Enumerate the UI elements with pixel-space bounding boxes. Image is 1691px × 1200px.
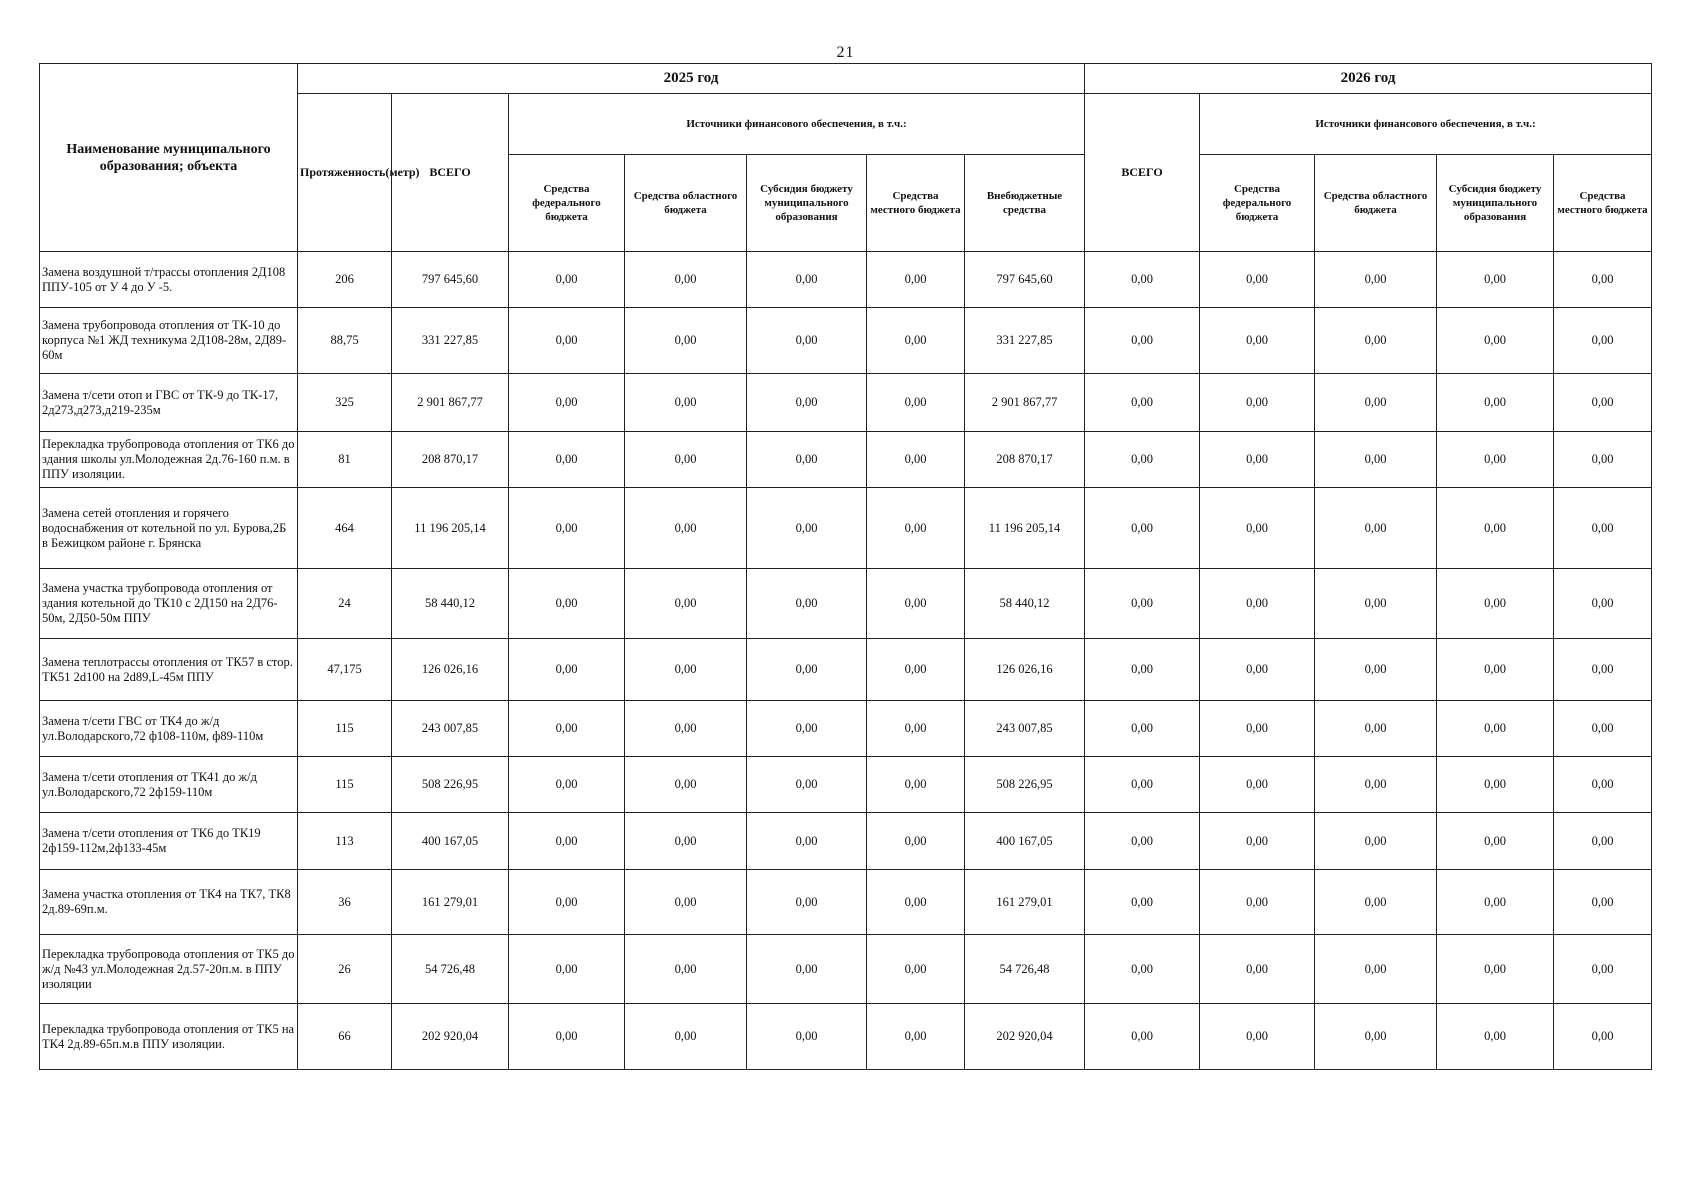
local-2026-cell: 0,00 — [1554, 569, 1652, 639]
subsidy-2026-cell: 0,00 — [1437, 813, 1554, 870]
regional-2026-cell: 0,00 — [1315, 308, 1437, 374]
total-2026-cell: 0,00 — [1085, 569, 1200, 639]
header-total-2025: ВСЕГО — [392, 94, 509, 252]
length-cell: 115 — [298, 701, 392, 757]
regional-2026-cell: 0,00 — [1315, 870, 1437, 935]
object-name-cell: Замена участка трубопровода отопления от здания котельной до ТК10 с 2Д150 на 2Д76-50м, 2Д50-50м ППУ — [40, 569, 298, 639]
regional-2026-cell: 0,00 — [1315, 432, 1437, 488]
total-2025-cell: 11 196 205,14 — [392, 488, 509, 569]
total-2026-cell: 0,00 — [1085, 639, 1200, 701]
federal-2026-cell: 0,00 — [1200, 701, 1315, 757]
regional-2026-cell: 0,00 — [1315, 1004, 1437, 1070]
subsidy-2026-cell: 0,00 — [1437, 870, 1554, 935]
local-2026-cell: 0,00 — [1554, 813, 1652, 870]
object-name-cell: Перекладка трубопровода отопления от ТК6 до здания школы ул.Молодежная 2д.76-160 п.м. в ППУ изоляции. — [40, 432, 298, 488]
object-name-cell: Замена т/сети отопления от ТК6 до ТК19 2ф159-112м,2ф133-45м — [40, 813, 298, 870]
object-name-cell: Замена воздушной т/трассы отопления 2Д108 ППУ-105 от У 4 до У -5. — [40, 252, 298, 308]
local-2025-cell: 0,00 — [867, 308, 965, 374]
object-name-cell: Замена теплотрассы отопления от ТК57 в стор. ТК51 2d100 на 2d89,L-45м ППУ — [40, 639, 298, 701]
local-2025-cell: 0,00 — [867, 813, 965, 870]
local-2026-cell: 0,00 — [1554, 252, 1652, 308]
header-length-column: Протяженность(метр) — [298, 94, 392, 252]
subsidy-2025-cell: 0,00 — [747, 639, 867, 701]
header-sources-2026: Источники финансового обеспечения, в т.ч.: — [1200, 94, 1652, 155]
total-2025-cell: 58 440,12 — [392, 569, 509, 639]
regional-2025-cell: 0,00 — [625, 1004, 747, 1070]
federal-2026-cell: 0,00 — [1200, 1004, 1315, 1070]
regional-2025-cell: 0,00 — [625, 935, 747, 1004]
extrabudget-2025-cell: 400 167,05 — [965, 813, 1085, 870]
length-cell: 113 — [298, 813, 392, 870]
header-federal-2025: Средства федерального бюджета — [509, 155, 625, 252]
federal-2026-cell: 0,00 — [1200, 569, 1315, 639]
regional-2025-cell: 0,00 — [625, 374, 747, 432]
local-2026-cell: 0,00 — [1554, 701, 1652, 757]
length-cell: 325 — [298, 374, 392, 432]
local-2026-cell: 0,00 — [1554, 374, 1652, 432]
regional-2026-cell: 0,00 — [1315, 569, 1437, 639]
extrabudget-2025-cell: 202 920,04 — [965, 1004, 1085, 1070]
header-local-2026: Средства местного бюджета — [1554, 155, 1652, 252]
header-subsidy-2025: Субсидия бюджету муниципального образования — [747, 155, 867, 252]
total-2025-cell: 331 227,85 — [392, 308, 509, 374]
regional-2026-cell: 0,00 — [1315, 374, 1437, 432]
subsidy-2025-cell: 0,00 — [747, 870, 867, 935]
subsidy-2025-cell: 0,00 — [747, 569, 867, 639]
table-body — [40, 252, 1652, 1070]
length-cell: 66 — [298, 1004, 392, 1070]
header-extrabudget-2025: Внебюджетные средства — [965, 155, 1085, 252]
total-2026-cell: 0,00 — [1085, 488, 1200, 569]
total-2026-cell: 0,00 — [1085, 870, 1200, 935]
header-sources-2025: Источники финансового обеспечения, в т.ч.: — [509, 94, 1085, 155]
local-2025-cell: 0,00 — [867, 870, 965, 935]
federal-2025-cell: 0,00 — [509, 252, 625, 308]
subsidy-2026-cell: 0,00 — [1437, 701, 1554, 757]
total-2025-cell: 54 726,48 — [392, 935, 509, 1004]
regional-2026-cell: 0,00 — [1315, 813, 1437, 870]
regional-2025-cell: 0,00 — [625, 757, 747, 813]
federal-2025-cell: 0,00 — [509, 374, 625, 432]
regional-2025-cell: 0,00 — [625, 701, 747, 757]
extrabudget-2025-cell: 58 440,12 — [965, 569, 1085, 639]
subsidy-2026-cell: 0,00 — [1437, 374, 1554, 432]
header-year-2025: 2025 год — [298, 64, 1085, 94]
regional-2026-cell: 0,00 — [1315, 252, 1437, 308]
subsidy-2026-cell: 0,00 — [1437, 935, 1554, 1004]
subsidy-2026-cell: 0,00 — [1437, 308, 1554, 374]
table-row — [40, 308, 1652, 374]
regional-2025-cell: 0,00 — [625, 432, 747, 488]
local-2026-cell: 0,00 — [1554, 308, 1652, 374]
federal-2025-cell: 0,00 — [509, 935, 625, 1004]
total-2026-cell: 0,00 — [1085, 701, 1200, 757]
local-2025-cell: 0,00 — [867, 1004, 965, 1070]
federal-2025-cell: 0,00 — [509, 569, 625, 639]
regional-2025-cell: 0,00 — [625, 813, 747, 870]
length-cell: 464 — [298, 488, 392, 569]
subsidy-2025-cell: 0,00 — [747, 488, 867, 569]
subsidy-2026-cell: 0,00 — [1437, 639, 1554, 701]
federal-2026-cell: 0,00 — [1200, 935, 1315, 1004]
total-2026-cell: 0,00 — [1085, 252, 1200, 308]
length-cell: 88,75 — [298, 308, 392, 374]
federal-2026-cell: 0,00 — [1200, 308, 1315, 374]
local-2025-cell: 0,00 — [867, 935, 965, 1004]
table-row — [40, 701, 1652, 757]
table-row — [40, 870, 1652, 935]
total-2025-cell: 243 007,85 — [392, 701, 509, 757]
object-name-cell: Перекладка трубопровода отопления от ТК5 на ТК4 2д.89-65п.м.в ППУ изоляции. — [40, 1004, 298, 1070]
federal-2026-cell: 0,00 — [1200, 374, 1315, 432]
length-cell: 24 — [298, 569, 392, 639]
total-2026-cell: 0,00 — [1085, 308, 1200, 374]
subsidy-2025-cell: 0,00 — [747, 432, 867, 488]
total-2026-cell: 0,00 — [1085, 935, 1200, 1004]
extrabudget-2025-cell: 2 901 867,77 — [965, 374, 1085, 432]
table-row — [40, 639, 1652, 701]
local-2026-cell: 0,00 — [1554, 432, 1652, 488]
total-2025-cell: 797 645,60 — [392, 252, 509, 308]
federal-2025-cell: 0,00 — [509, 1004, 625, 1070]
regional-2026-cell: 0,00 — [1315, 639, 1437, 701]
federal-2025-cell: 0,00 — [509, 813, 625, 870]
subsidy-2026-cell: 0,00 — [1437, 757, 1554, 813]
federal-2026-cell: 0,00 — [1200, 757, 1315, 813]
length-cell: 115 — [298, 757, 392, 813]
object-name-cell: Замена сетей отопления и горячего водоснабжения от котельной по ул. Бурова,2Б в Бежицком районе г. Брянска — [40, 488, 298, 569]
extrabudget-2025-cell: 161 279,01 — [965, 870, 1085, 935]
subsidy-2026-cell: 0,00 — [1437, 432, 1554, 488]
header-regional-2026: Средства областного бюджета — [1315, 155, 1437, 252]
local-2025-cell: 0,00 — [867, 757, 965, 813]
extrabudget-2025-cell: 11 196 205,14 — [965, 488, 1085, 569]
local-2025-cell: 0,00 — [867, 639, 965, 701]
total-2026-cell: 0,00 — [1085, 1004, 1200, 1070]
header-year-2026: 2026 год — [1085, 64, 1652, 94]
length-cell: 206 — [298, 252, 392, 308]
local-2026-cell: 0,00 — [1554, 488, 1652, 569]
subsidy-2026-cell: 0,00 — [1437, 488, 1554, 569]
total-2026-cell: 0,00 — [1085, 432, 1200, 488]
extrabudget-2025-cell: 208 870,17 — [965, 432, 1085, 488]
table-row — [40, 935, 1652, 1004]
header-subsidy-2026: Субсидия бюджету муниципального образования — [1437, 155, 1554, 252]
object-name-cell: Замена трубопровода отопления от ТК-10 до корпуса №1 ЖД техникума 2Д108-28м, 2Д89-60м — [40, 308, 298, 374]
local-2025-cell: 0,00 — [867, 432, 965, 488]
federal-2026-cell: 0,00 — [1200, 870, 1315, 935]
length-cell: 36 — [298, 870, 392, 935]
header-total-2026: ВСЕГО — [1085, 94, 1200, 252]
subsidy-2026-cell: 0,00 — [1437, 1004, 1554, 1070]
subsidy-2025-cell: 0,00 — [747, 374, 867, 432]
object-name-cell: Замена т/сети ГВС от ТК4 до ж/д ул.Володарского,72 ф108-110м, ф89-110м — [40, 701, 298, 757]
local-2026-cell: 0,00 — [1554, 935, 1652, 1004]
subsidy-2026-cell: 0,00 — [1437, 569, 1554, 639]
subsidy-2025-cell: 0,00 — [747, 935, 867, 1004]
federal-2026-cell: 0,00 — [1200, 813, 1315, 870]
table-row — [40, 1004, 1652, 1070]
total-2025-cell: 400 167,05 — [392, 813, 509, 870]
table-row — [40, 813, 1652, 870]
budget-table — [39, 63, 1652, 1070]
subsidy-2025-cell: 0,00 — [747, 757, 867, 813]
subsidy-2025-cell: 0,00 — [747, 308, 867, 374]
regional-2025-cell: 0,00 — [625, 308, 747, 374]
table-row — [40, 569, 1652, 639]
local-2025-cell: 0,00 — [867, 701, 965, 757]
federal-2025-cell: 0,00 — [509, 870, 625, 935]
local-2025-cell: 0,00 — [867, 252, 965, 308]
local-2026-cell: 0,00 — [1554, 639, 1652, 701]
extrabudget-2025-cell: 126 026,16 — [965, 639, 1085, 701]
regional-2025-cell: 0,00 — [625, 252, 747, 308]
table-row — [40, 432, 1652, 488]
header-federal-2026: Средства федерального бюджета — [1200, 155, 1315, 252]
regional-2026-cell: 0,00 — [1315, 757, 1437, 813]
federal-2026-cell: 0,00 — [1200, 252, 1315, 308]
local-2025-cell: 0,00 — [867, 488, 965, 569]
federal-2025-cell: 0,00 — [509, 432, 625, 488]
regional-2025-cell: 0,00 — [625, 870, 747, 935]
federal-2026-cell: 0,00 — [1200, 432, 1315, 488]
object-name-cell: Замена т/сети отоп и ГВС от ТК-9 до ТК-17, 2д273,д273,д219-235м — [40, 374, 298, 432]
object-name-cell: Замена участка отопления от ТК4 на ТК7, ТК8 2д.89-69п.м. — [40, 870, 298, 935]
federal-2025-cell: 0,00 — [509, 757, 625, 813]
federal-2025-cell: 0,00 — [509, 488, 625, 569]
subsidy-2025-cell: 0,00 — [747, 1004, 867, 1070]
federal-2026-cell: 0,00 — [1200, 488, 1315, 569]
length-cell: 26 — [298, 935, 392, 1004]
total-2025-cell: 208 870,17 — [392, 432, 509, 488]
regional-2026-cell: 0,00 — [1315, 935, 1437, 1004]
federal-2025-cell: 0,00 — [509, 308, 625, 374]
subsidy-2025-cell: 0,00 — [747, 813, 867, 870]
total-2026-cell: 0,00 — [1085, 374, 1200, 432]
federal-2025-cell: 0,00 — [509, 639, 625, 701]
length-cell: 81 — [298, 432, 392, 488]
extrabudget-2025-cell: 508 226,95 — [965, 757, 1085, 813]
page-number: 21 — [836, 44, 855, 61]
length-cell: 47,175 — [298, 639, 392, 701]
federal-2026-cell: 0,00 — [1200, 639, 1315, 701]
total-2025-cell: 161 279,01 — [392, 870, 509, 935]
total-2025-cell: 508 226,95 — [392, 757, 509, 813]
total-2026-cell: 0,00 — [1085, 813, 1200, 870]
extrabudget-2025-cell: 243 007,85 — [965, 701, 1085, 757]
local-2026-cell: 0,00 — [1554, 757, 1652, 813]
header-local-2025: Средства местного бюджета — [867, 155, 965, 252]
header-regional-2025: Средства областного бюджета — [625, 155, 747, 252]
local-2025-cell: 0,00 — [867, 374, 965, 432]
federal-2025-cell: 0,00 — [509, 701, 625, 757]
regional-2025-cell: 0,00 — [625, 639, 747, 701]
object-name-cell: Перекладка трубопровода отопления от ТК5 до ж/д №43 ул.Молодежная 2д.57-20п.м. в ППУ изоляции — [40, 935, 298, 1004]
regional-2026-cell: 0,00 — [1315, 488, 1437, 569]
total-2025-cell: 126 026,16 — [392, 639, 509, 701]
subsidy-2025-cell: 0,00 — [747, 252, 867, 308]
regional-2025-cell: 0,00 — [625, 569, 747, 639]
subsidy-2025-cell: 0,00 — [747, 701, 867, 757]
local-2026-cell: 0,00 — [1554, 870, 1652, 935]
header-name-column: Наименование муниципального образования; объекта — [40, 64, 298, 252]
local-2026-cell: 0,00 — [1554, 1004, 1652, 1070]
total-2025-cell: 2 901 867,77 — [392, 374, 509, 432]
table-row — [40, 374, 1652, 432]
table-row — [40, 488, 1652, 569]
total-2025-cell: 202 920,04 — [392, 1004, 509, 1070]
local-2025-cell: 0,00 — [867, 569, 965, 639]
extrabudget-2025-cell: 54 726,48 — [965, 935, 1085, 1004]
regional-2025-cell: 0,00 — [625, 488, 747, 569]
extrabudget-2025-cell: 331 227,85 — [965, 308, 1085, 374]
table-row — [40, 757, 1652, 813]
table-row — [40, 252, 1652, 308]
total-2026-cell: 0,00 — [1085, 757, 1200, 813]
subsidy-2026-cell: 0,00 — [1437, 252, 1554, 308]
regional-2026-cell: 0,00 — [1315, 701, 1437, 757]
object-name-cell: Замена т/сети отопления от ТК41 до ж/д ул.Володарского,72 2ф159-110м — [40, 757, 298, 813]
extrabudget-2025-cell: 797 645,60 — [965, 252, 1085, 308]
